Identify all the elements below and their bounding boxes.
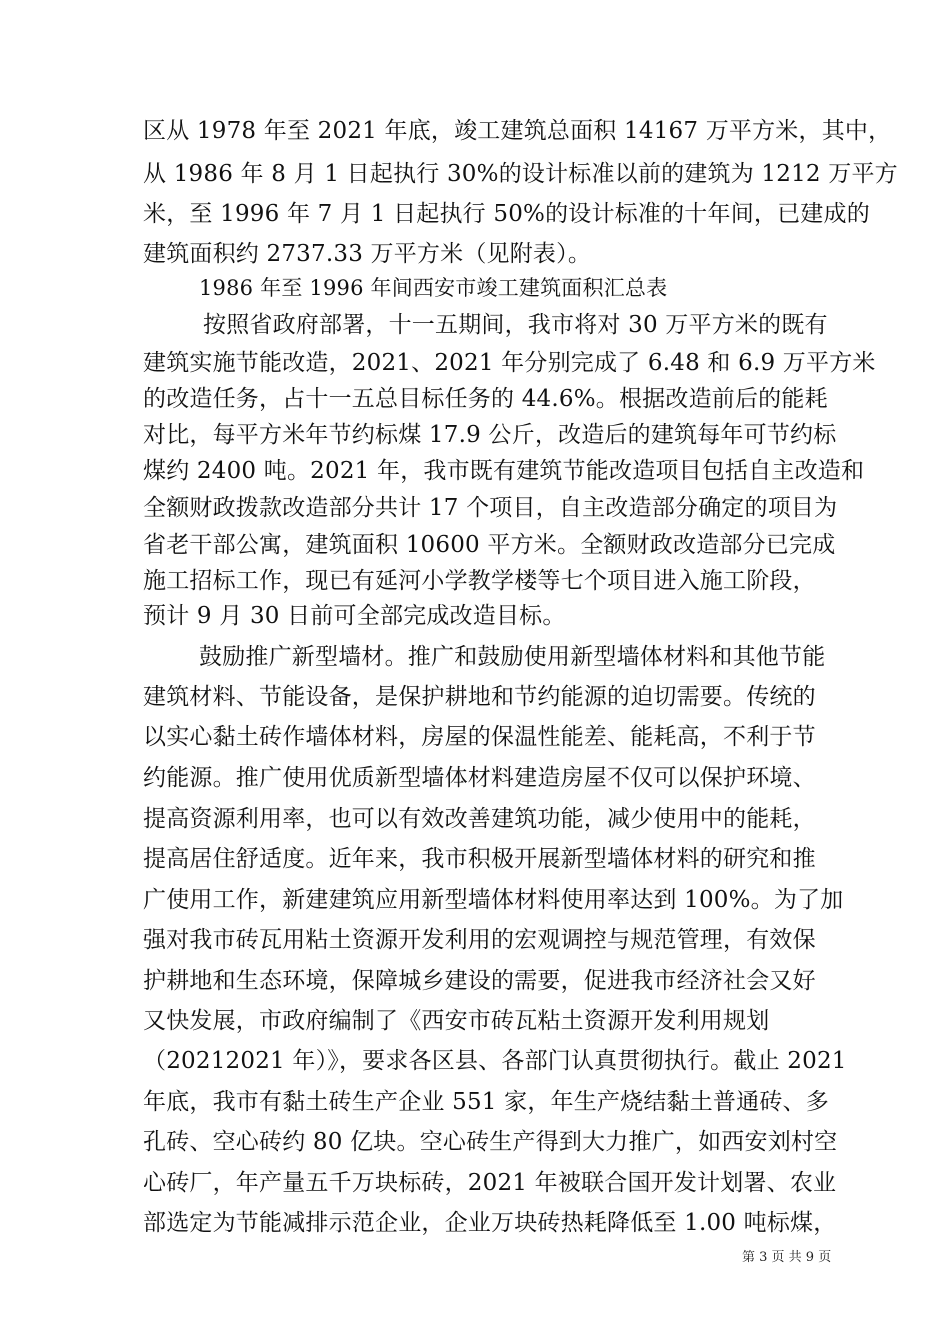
text-line: 的改造任务，占十一五总目标任务的 44.6%。根据改造前后的能耗 <box>143 386 828 412</box>
text-line: 从 1986 年 8 月 1 日起执行 30%的设计标准以前的建筑为 1212 万平方 <box>143 161 898 187</box>
text-line: 建筑实施节能改造，2021、2021 年分别完成了 6.48 和 6.9 万平方米 <box>143 350 876 376</box>
text-line: 提高资源利用率，也可以有效改善建筑功能，减少使用中的能耗， <box>143 806 816 832</box>
text-line: 建筑面积约 2737.33 万平方米（见附表）。 <box>143 241 592 267</box>
text-line: 年底，我市有黏土砖生产企业 551 家，年生产烧结黏土普通砖、多 <box>143 1089 829 1115</box>
text-line: 全额财政拨款改造部分共计 17 个项目，自主改造部分确定的项目为 <box>143 495 838 521</box>
text-line: 广使用工作，新建建筑应用新型墙体材料使用率达到 100%。为了加 <box>143 887 844 913</box>
text-line: 预计 9 月 30 日前可全部完成改造目标。 <box>143 603 566 629</box>
text-line: 部选定为节能减排示范企业，企业万块砖热耗降低至 1.00 吨标煤， <box>143 1210 837 1236</box>
text-line: 煤约 2400 吨。2021 年，我市既有建筑节能改造项目包括自主改造和 <box>143 458 865 484</box>
text-line: 强对我市砖瓦用粘土资源开发利用的宏观调控与规范管理，有效保 <box>143 927 816 953</box>
text-line: 米，至 1996 年 7 月 1 日起执行 50%的设计标准的十年间，已建成的 <box>143 201 870 227</box>
text-line: 按照省政府部署，十一五期间，我市将对 30 万平方米的既有 <box>203 312 828 338</box>
text-line: 约能源。推广使用优质新型墙体材料建造房屋不仅可以保护环境、 <box>143 765 816 791</box>
text-line: 又快发展，市政府编制了《西安市砖瓦粘土资源开发利用规划 <box>143 1008 770 1034</box>
text-line: 提高居住舒适度。近年来，我市积极开展新型墙体材料的研究和推 <box>143 846 816 872</box>
table-caption: 1986 年至 1996 年间西安市竣工建筑面积汇总表 <box>199 276 668 300</box>
text-line: 心砖厂，年产量五千万块标砖，2021 年被联合国开发计划署、农业 <box>143 1170 837 1196</box>
text-line: 区从 1978 年至 2021 年底，竣工建筑总面积 14167 万平方米，其中， <box>143 118 892 144</box>
text-line: 以实心黏土砖作墙体材料，房屋的保温性能差、能耗高，不利于节 <box>143 724 816 750</box>
text-line: 对比，每平方米年节约标煤 17.9 公斤，改造后的建筑每年可节约标 <box>143 422 837 448</box>
text-line: 省老干部公寓，建筑面积 10600 平方米。全额财政改造部分已完成 <box>143 532 836 558</box>
text-line: 孔砖、空心砖约 80 亿块。空心砖生产得到大力推广，如西安刘村空 <box>143 1129 838 1155</box>
text-line: 鼓励推广新型墙材。推广和鼓励使用新型墙体材料和其他节能 <box>199 644 826 670</box>
page-number: 第 3 页 共 9 页 <box>742 1250 832 1265</box>
text-line: 建筑材料、节能设备，是保护耕地和节约能源的迫切需要。传统的 <box>143 684 816 710</box>
text-line: 护耕地和生态环境，保障城乡建设的需要，促进我市经济社会又好 <box>143 968 816 994</box>
text-line: 施工招标工作，现已有延河小学教学楼等七个项目进入施工阶段， <box>143 568 816 594</box>
text-line: （20212021 年）》，要求各区县、各部门认真贯彻执行。截止 2021 <box>143 1048 847 1074</box>
